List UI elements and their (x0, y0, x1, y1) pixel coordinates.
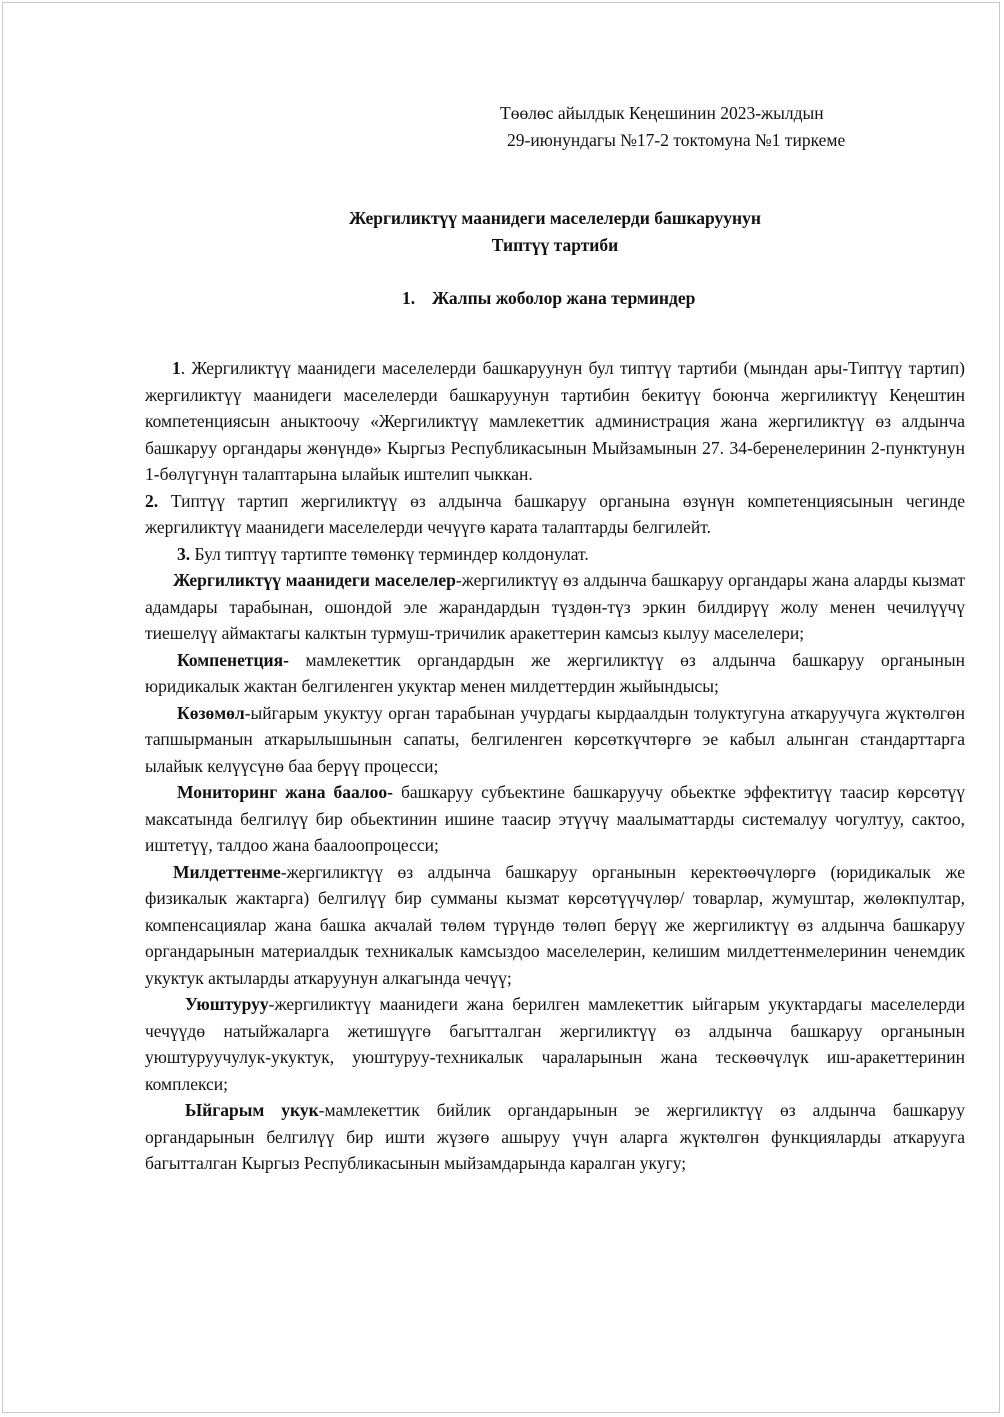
term-local-issues-name: Жергиликтүү маанидеги маселелер (173, 570, 456, 590)
term-organization-name: Уюштуруу (185, 994, 269, 1014)
term-local-issues (145, 567, 965, 647)
section-number: 1. (402, 288, 416, 308)
paragraph-1-text: . Жергиликтүү маанидеги маселелерди башкаруунун бул типтүү тартиби (мындан ары-Типтүү тартип) жергиликтүү маанидеги маселелерди башкаруунун тартибин бекитүү боюнча жергиликтүү Кеңештин компетенциясын аныктоочу «Жергиликтүү мамлекеттик администрация жана жергиликтүү өз алдынча башкаруу органдары жөнүндө» Кыргыз Республикасынын Мыйзамынын 27. 34-беренелеринин 2-пунктунун 1-бөлүгүнүн талаптарына ылайык иштелип чыккан. (145, 358, 965, 484)
term-competence (145, 647, 965, 700)
document-body (145, 355, 965, 1177)
term-competence-definition: мамлекеттик органдардын же жергиликтүү өз алдынча башкаруу органынын юридикалык жактан белгиленген укуктар менен милдеттердин жыйындысы; (145, 649, 965, 696)
term-monitoring-name: Мониторинг жана баалоо- (177, 782, 393, 802)
document-title-line-1: Жергиликтүү маанидеги маселелерди башкаруунун (349, 208, 761, 228)
appendix-note-line-1: Төөлөс айылдык Кеңешинин 2023-жылдын (500, 103, 824, 123)
appendix-note-line-2: 29-июнундагы №17-2 токтомуна №1 тиркеме (507, 130, 846, 150)
paragraph-3 (145, 541, 965, 568)
paragraph-1-number: 1 (172, 358, 181, 378)
paragraph-2-text: Типтүү тартип жергиликтүү өз алдынча башкаруу органына өзүнүн компетенциясынын чегинде жергиликтүү маанидеги маселелерди чечүүгө карата талаптарды белгилейт. (145, 490, 965, 537)
term-obligation-definition: -жергиликтүү өз алдынча башкаруу органынын керектөөчүлөргө (юридикалык же физикалык жактарга) белгилүү бир сумманы кызмат көрсөтүүчүлөр/ товарлар, жумуштар, жөлөкпултар, компенсациялар жана башка акчалай төлөм түрүндө төлөп берүү же жергиликтүү өз алдынча башкаруу органдарынын материалдык техникалык камсыздоо маселелерин, келишим милдеттенмелеринин ченемдик укуктук актыларды аткаруунун алкагында чечүү; (145, 861, 965, 988)
term-authority-name: Ыйгарым укук (185, 1100, 319, 1120)
term-organization-definition: -жергиликтүү маанидеги жана берилген мамлекеттик ыйгарым укуктардагы маселелерди чечүүдө натыйжаларга жетишүүгө багытталган жергиликтүү өз алдынча башкаруу органынын уюштуруучулук-укуктук, уюштуруу-техникалык чараларынын жана тескөөчүлүк иш-аракеттеринин комплекси; (145, 994, 965, 1094)
term-obligation-name: Милдеттенме (173, 861, 281, 882)
term-monitoring (145, 779, 965, 859)
paragraph-2-number: 2. (145, 490, 159, 511)
term-control (145, 700, 965, 780)
document-title (145, 205, 965, 259)
term-obligation (145, 859, 965, 992)
paragraph-1 (145, 355, 965, 488)
term-authority (145, 1097, 965, 1177)
term-control-definition: -ыйгарым укуктуу орган тарабынан учурдагы кырдаалдын толуктугуна аткаруучуга жүктөлгөн тапшырманын аткарылышынын сапаты, белгиленген көрсөткүчтөргө эе кабыл алынган стандарттарга ылайык келүүсүнө баа берүү процесси; (145, 702, 965, 776)
appendix-note (500, 100, 845, 154)
term-organization (145, 991, 965, 1097)
section-title: Жалпы жоболор жана терминдер (432, 288, 696, 308)
term-monitoring-definition: башкаруу субъектине башкаруучу обьектке эффектитүү таасир көрсөтүү максатында белгилүү бир обьектинин ишине таасир этүүчү маалыматтарды системалуу чогултуу, сактоо, иштетүү, талдоо жана баалоопроцесси; (145, 782, 965, 855)
term-competence-name: Компенетция- (177, 649, 289, 670)
section-heading (402, 285, 695, 312)
paragraph-2 (145, 488, 965, 541)
paragraph-3-text: Бул типтүү тартипте төмөнкү терминдер колдонулат. (190, 543, 589, 564)
term-local-issues-definition: -жергиликтүү өз алдынча башкаруу органдары жана аларды кызмат адамдары тарабынан, ошондой эле жарандардын түздөн-түз эркин билдирүү жолу менен чечилүүчү тиешелүү аймактагы калктын турмуш-тричилик аракеттерин камсыз кылуу маселелери; (145, 570, 965, 643)
term-authority-definition: -мамлекеттик бийлик органдарынын эе жергиликтүү өз алдынча башкаруу органдарынын белгилүү бир ишти жүзөгө ашыруу үчүн аларга жүктөлгөн функцияларды аткарууга багытталган Кыргыз Республикасынын мыйзамдарында каралган укугу; (145, 1100, 965, 1173)
document-title-line-2: Типтүү тартиби (491, 235, 619, 255)
paragraph-3-number: 3. (177, 543, 191, 564)
term-control-name: Көзөмөл (177, 702, 245, 723)
